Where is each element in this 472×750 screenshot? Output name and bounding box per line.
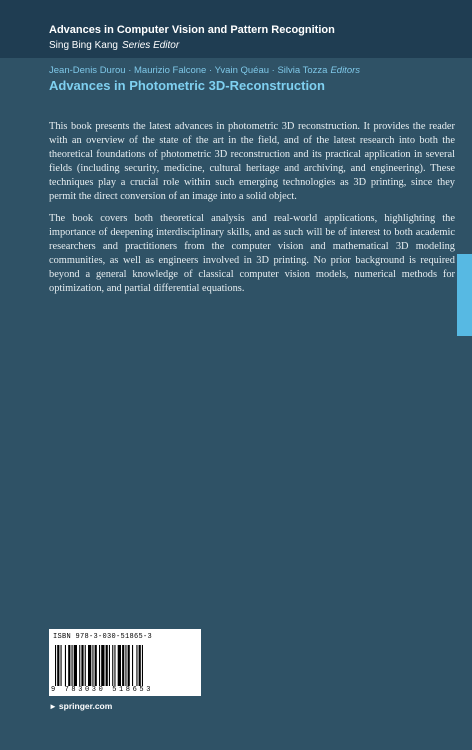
- barcode-bars: [53, 645, 197, 686]
- barcode-stripe: [106, 645, 108, 686]
- barcode-stripe: [72, 645, 73, 686]
- barcode-stripe: [65, 645, 66, 686]
- barcode-stripe: [112, 645, 113, 686]
- barcode-stripe: [61, 645, 62, 686]
- barcode-number: 9 783030 518653: [51, 686, 154, 694]
- barcode-stripe: [118, 645, 121, 686]
- side-accent-bar: [457, 254, 472, 336]
- barcode-stripe: [101, 645, 104, 686]
- barcode-stripe: [128, 645, 130, 686]
- barcode-stripe: [122, 645, 124, 686]
- description-paragraph-2: The book covers both theoretical analysis and real-world applications, highlighting the importance of deepening interdisciplinary skills, and as such will be of interest to both academic researchers and practitioners from the computer vision and mathematical 3D modeling communities, as well as engineers involved in 3D printing. No prior background is required beyond a general knowledge of classical computer vision models, numerical methods for optimization, and partial differential equations.: [49, 213, 455, 294]
- series-editor: [49, 40, 179, 51]
- book-description: [49, 120, 455, 304]
- barcode-stripe: [125, 645, 126, 686]
- book-editors-names: Jean-Denis Durou · Maurizio Falcone · Yvain Quéau · Silvia Tozza: [49, 65, 328, 76]
- series-editor-role: Series Editor: [121, 40, 180, 51]
- book-editors-role: Editors: [330, 65, 361, 76]
- series-editor-name: Sing Bing Kang: [49, 40, 118, 51]
- book-title: Advances in Photometric 3D-Reconstruction: [49, 78, 325, 93]
- barcode-stripe: [109, 645, 110, 686]
- barcode-stripe: [99, 645, 100, 686]
- publisher-url-text: springer.com: [58, 701, 113, 711]
- barcode-stripe: [95, 645, 97, 686]
- barcode-stripe: [68, 645, 70, 686]
- barcode-stripe: [92, 645, 93, 686]
- series-title: Advances in Computer Vision and Pattern Recognition: [49, 24, 335, 36]
- book-editors: [49, 65, 360, 76]
- barcode-stripe: [88, 645, 91, 686]
- barcode-stripe: [74, 645, 77, 686]
- barcode-stripe: [142, 645, 143, 686]
- barcode-stripe: [139, 645, 141, 686]
- barcode-stripe: [79, 645, 80, 686]
- barcode-stripe: [114, 645, 115, 686]
- barcode-stripe: [132, 645, 133, 686]
- barcode-stripe: [85, 645, 86, 686]
- publisher-url: [49, 701, 112, 711]
- barcode-stripe: [136, 645, 137, 686]
- description-paragraph-1: This book presents the latest advances in photometric 3D reconstruction. It provides the reader with an overview of the state of the art in the field, and of the latest research into both the theoretical foundations of photometric 3D reconstruction and its practical application in several fields (including security, medicine, cultural heritage and archiving, and engineering). These techniques play a crucial role within such emerging technologies as 3D printing, since they permit the direct conversion of an image into a solid object.: [49, 121, 455, 202]
- barcode-stripe: [81, 645, 83, 686]
- isbn-text: ISBN 978-3-030-51865-3: [53, 633, 153, 641]
- barcode-stripe: [57, 645, 59, 686]
- arrow-icon: ►: [49, 702, 57, 711]
- barcode-stripe: [55, 645, 56, 686]
- isbn-barcode: [49, 629, 201, 696]
